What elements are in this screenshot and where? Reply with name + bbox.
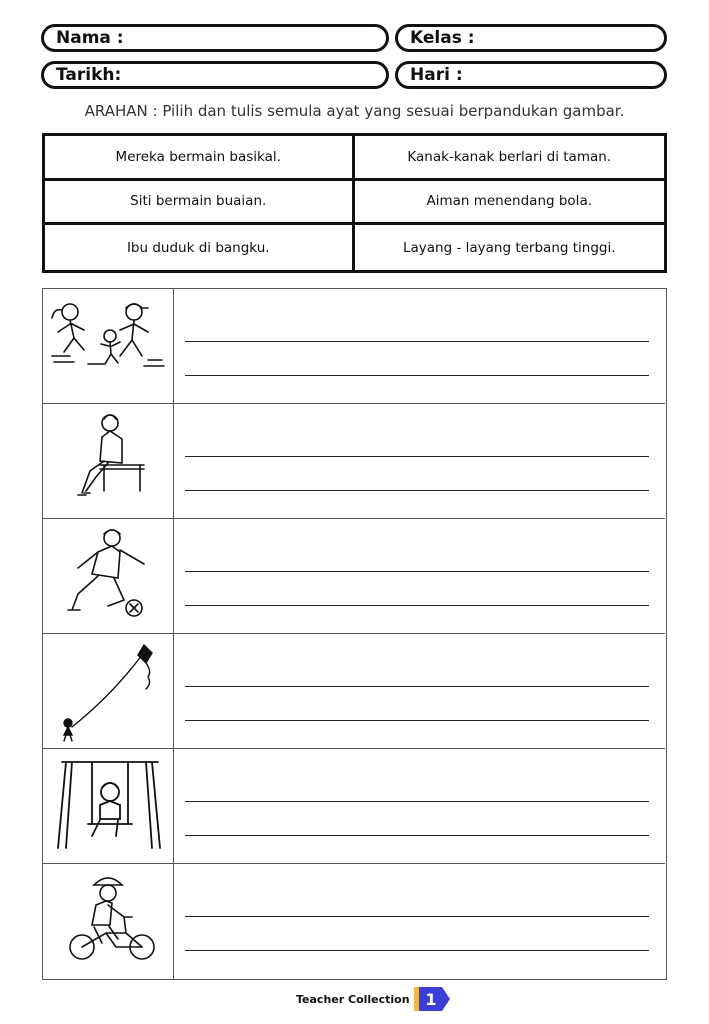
answer-line[interactable] [185,456,649,457]
footer [296,987,452,1011]
instruction-text: ARAHAN : Pilih dan tulis semula ayat yang sesuai berpandukan gambar. [84,102,625,120]
sentence-choices-table [42,133,667,273]
answer-line[interactable] [185,916,649,917]
tarikh-label: Tarikh: [56,65,122,85]
page-badge [414,987,452,1011]
worksheet-row [43,289,665,404]
boy-kicking-ball-picture [43,519,174,633]
answer-line[interactable] [185,801,649,802]
kelas-field[interactable] [395,24,667,52]
choice-cell: Ibu duduk di bangku. [45,225,355,270]
answer-line[interactable] [185,950,649,951]
nama-field[interactable] [41,24,389,52]
kelas-label: Kelas : [410,28,475,48]
worksheet-row [43,749,665,864]
child-on-swing-picture [43,749,174,863]
worksheet-row [43,404,665,519]
answer-worksheet-table [42,288,667,980]
choice-cell: Aiman menendang bola. [355,181,665,226]
worksheet-row [43,864,665,979]
nama-label: Nama : [56,28,124,48]
woman-sitting-bench-picture [43,404,174,518]
answer-line[interactable] [185,720,649,721]
family-running-picture [43,289,174,403]
badge-accent-shape [414,987,419,1011]
choice-cell: Mereka bermain basikal. [45,136,355,181]
hari-field[interactable] [395,61,667,89]
page-number: 1 [424,990,437,1009]
hari-label: Hari : [410,65,463,85]
footer-brand: Teacher Collection [296,992,410,1006]
worksheet-row [43,519,665,634]
tarikh-field[interactable] [41,61,389,89]
answer-line[interactable] [185,375,649,376]
answer-line[interactable] [185,605,649,606]
answer-line[interactable] [185,571,649,572]
worksheet-row [43,634,665,749]
answer-line[interactable] [185,341,649,342]
child-flying-kite-picture [43,634,174,748]
choice-cell: Kanak-kanak berlari di taman. [355,136,665,181]
answer-line[interactable] [185,835,649,836]
choice-cell: Siti bermain buaian. [45,181,355,226]
choice-cell: Layang - layang terbang tinggi. [402,239,616,256]
answer-line[interactable] [185,490,649,491]
answer-line[interactable] [185,686,649,687]
child-riding-bicycle-picture [43,864,174,979]
